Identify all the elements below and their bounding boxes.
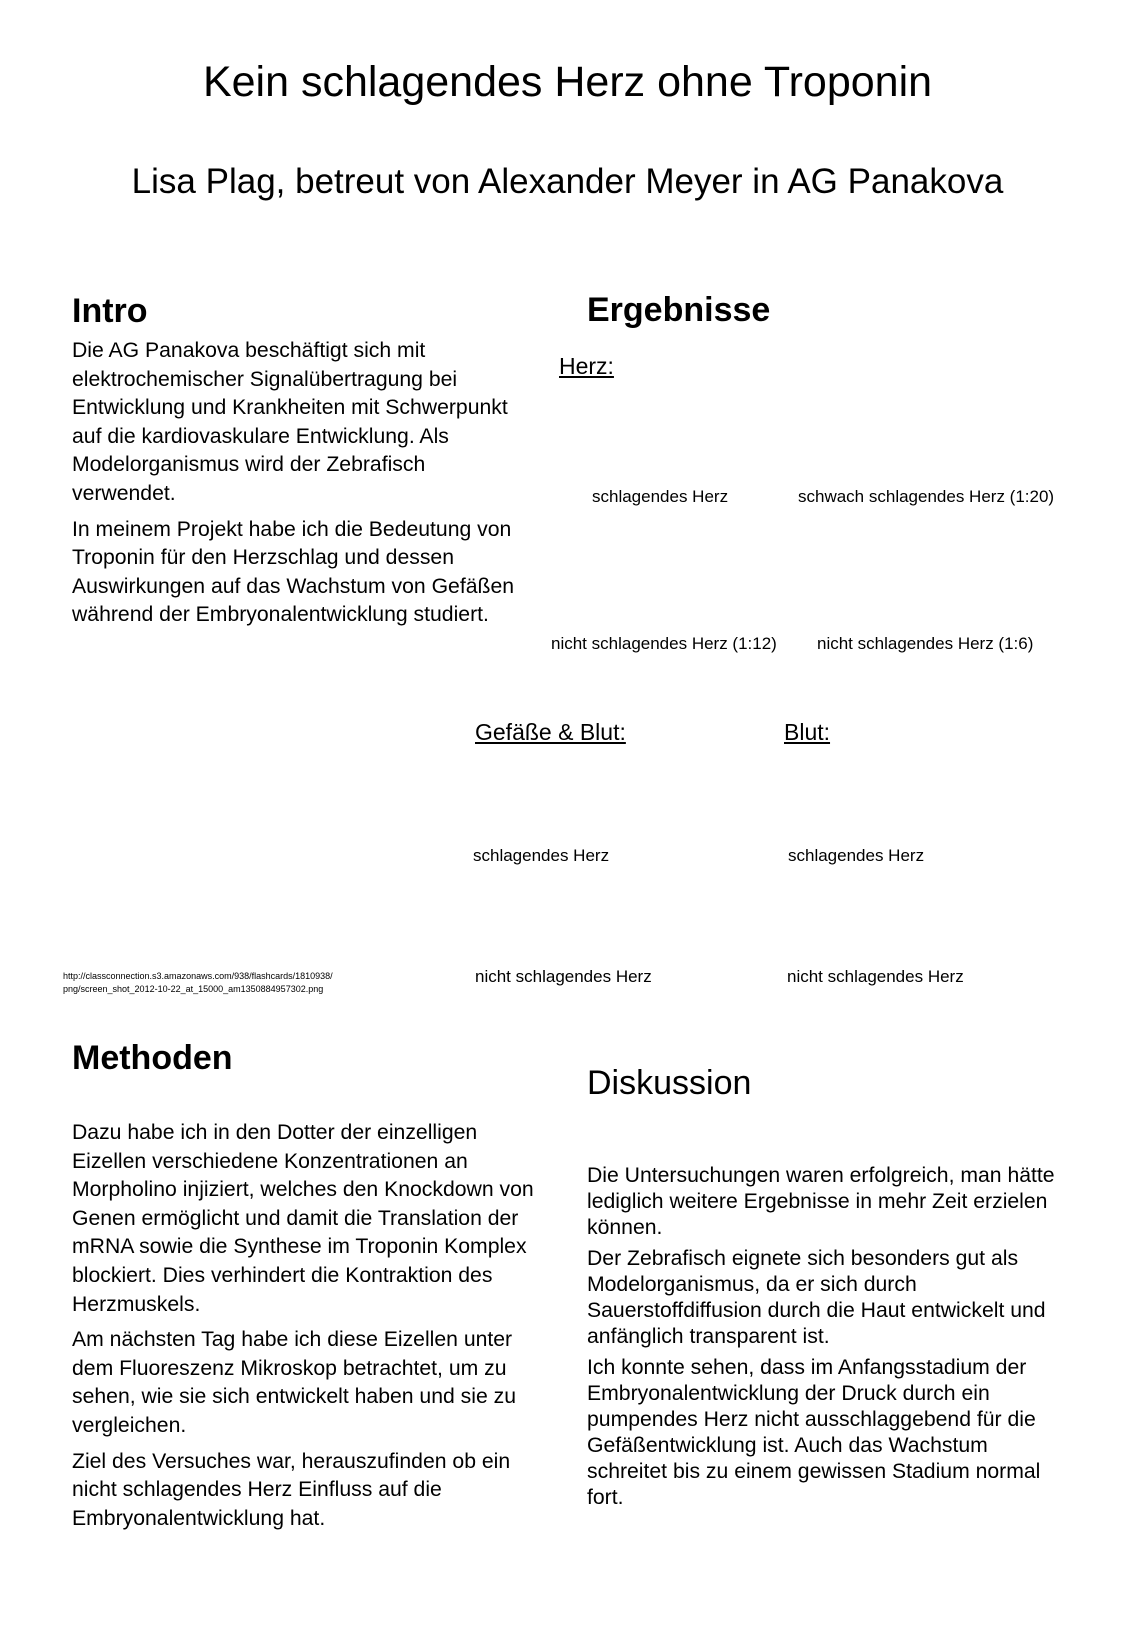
caption-blut-not-beating: nicht schlagendes Herz [787,967,964,986]
discussion-heading: Diskussion [587,1064,752,1102]
methods-paragraph-3: Ziel des Versuches war, herauszufinden ob ein nicht schlagendes Herz Einfluss auf die Embryonalentwicklung hat. [72,1449,511,1530]
methods-paragraph-2: Am nächsten Tag habe ich diese Eizellen unter dem Fluoreszenz Mikroskop betrachtet, um zu sehen, wie sie sich entwickelt haben und sie zu vergleichen. [72,1328,517,1437]
discussion-text [587,1163,1057,1511]
methods-heading: Methoden [72,1039,233,1077]
intro-text [72,337,532,630]
discussion-paragraph-3: Ich konnte sehen, dass im Anfangsstadium der Embryonalentwicklung der Druck durch ein pumpendes Herz nicht ausschlaggebend für die Gefäßentwicklung ist. Auch das Wachstum schreitet bis zu einem gewissen Stadium normal fort. [587,1356,1041,1509]
intro-paragraph-2: In meinem Projekt habe ich die Bedeutung von Troponin für den Herzschlag und dessen Auswirkungen auf das Wachstum von Gefäßen während der Embryonalentwicklung studiert. [72,517,515,627]
methods-text [72,1119,542,1533]
caption-gefaesse-not-beating: nicht schlagendes Herz [475,967,652,986]
caption-herz-not-1-12: nicht schlagendes Herz (1:12) [551,634,777,653]
caption-blut-beating: schlagendes Herz [788,846,925,865]
poster-subtitle: Lisa Plag, betreut von Alexander Meyer in AG Panakova [131,162,1004,201]
caption-herz-beating: schlagendes Herz [592,487,729,506]
intro-heading: Intro [72,292,148,330]
herz-label: Herz: [559,353,614,379]
poster-title: Kein schlagendes Herz ohne Troponin [202,58,933,106]
caption-gefaesse-beating: schlagendes Herz [473,846,610,865]
image-source-line-1: http://classconnection.s3.amazonaws.com/938/flashcards/1810938/ [63,971,333,981]
results-heading: Ergebnisse [587,291,771,329]
intro-paragraph-1: Die AG Panakova beschäftigt sich mit elektrochemischer Signalübertragung bei Entwicklung und Krankheiten mit Schwerpunkt auf die kardiovaskulare Entwicklung. Als Modelorganismus wird der Zebrafisch verwendet. [72,339,508,505]
discussion-paragraph-1: Die Untersuchungen waren erfolgreich, man hätte lediglich weitere Ergebnisse in mehr Zeit erzielen können. [587,1164,1055,1239]
methods-paragraph-1: Dazu habe ich in den Dotter der einzelligen Eizellen verschiedene Konzentrationen an Morpholino injiziert, welches den Knockdown von Genen ermöglicht und damit die Translation der mRNA sowie die Synthese im Troponin Komplex blockiert. Dies verhindert die Kontraktion des Herzmuskels. [72,1121,534,1316]
discussion-paragraph-2: Der Zebrafisch eignete sich besonders gut als Modelorganismus, da er sich durch Sauerstoffdiffusion durch die Haut entwickelt und anfänglich transparent ist. [587,1247,1046,1348]
gefaesse-label: Gefäße & Blut: [475,719,626,745]
image-source-line-2: png/screen_shot_2012-10-22_at_15000_am1350884957302.png [63,984,324,994]
caption-herz-not-1-6: nicht schlagendes Herz (1:6) [817,634,1034,653]
caption-herz-weak: schwach schlagendes Herz (1:20) [798,487,1055,506]
blut-label: Blut: [784,719,831,745]
